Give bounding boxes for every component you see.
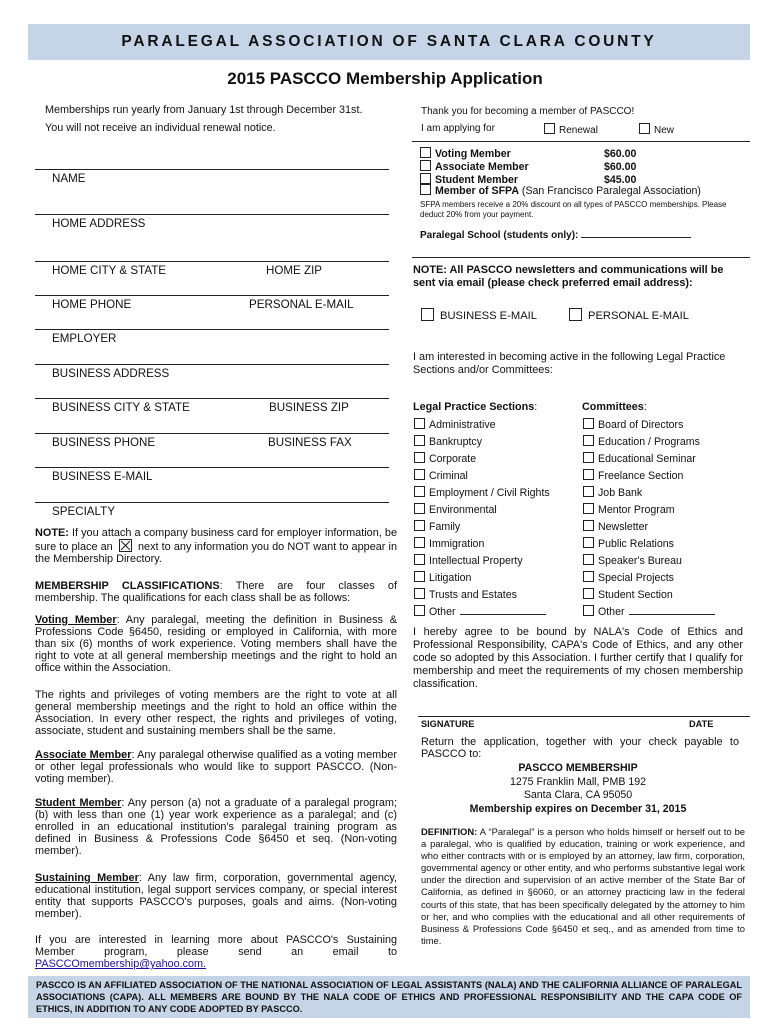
home-phone-label: HOME PHONE bbox=[52, 298, 132, 311]
newsletter-business-email-checkbox[interactable] bbox=[421, 308, 434, 321]
section-checkbox[interactable] bbox=[414, 554, 425, 565]
section-item[interactable] bbox=[414, 503, 550, 520]
committees-heading: Committees: bbox=[582, 401, 647, 413]
rights-paragraph: The rights and privileges of voting members are the right to vote at all general membership meetings and the right to hold an office within the Association. In every other respect, the rights and privileges of voting, associate, student and sustaining members shall be the same. bbox=[35, 689, 397, 737]
committee-item[interactable] bbox=[583, 537, 715, 554]
intro-line-2: You will not receive an individual renewal notice. bbox=[45, 122, 276, 134]
section-label: Criminal bbox=[429, 470, 468, 482]
voting-member-title: Voting Member bbox=[35, 614, 117, 626]
newsletter-divider bbox=[412, 257, 750, 258]
student-member-title: Student Member bbox=[35, 797, 122, 809]
membership-price: $60.00 bbox=[604, 147, 637, 160]
committee-item[interactable] bbox=[583, 452, 715, 469]
committee-item[interactable] bbox=[583, 520, 715, 537]
committee-item[interactable] bbox=[583, 503, 715, 520]
associate-member-paragraph bbox=[35, 749, 397, 785]
business-address-label: BUSINESS ADDRESS bbox=[52, 367, 170, 380]
student-member-checkbox[interactable] bbox=[420, 173, 431, 184]
section-checkbox[interactable] bbox=[414, 469, 425, 480]
committee-checkbox[interactable] bbox=[583, 520, 594, 531]
membership-row[interactable] bbox=[420, 160, 636, 173]
committee-checkbox[interactable] bbox=[583, 588, 594, 599]
section-label: Bankruptcy bbox=[429, 436, 482, 448]
paralegal-definition bbox=[421, 826, 745, 947]
membership-type-table bbox=[420, 147, 636, 186]
name-line[interactable] bbox=[35, 169, 389, 170]
committees-list bbox=[583, 418, 715, 622]
associate-member-checkbox[interactable] bbox=[420, 160, 431, 171]
committee-checkbox[interactable] bbox=[583, 418, 594, 429]
committee-label: Freelance Section bbox=[598, 470, 684, 482]
note-text-after: next to any information you do NOT want to appear in the Membership Directory. bbox=[35, 541, 398, 565]
sustaining-email-link[interactable]: PASCCOmembership@yahoo.com. bbox=[35, 958, 206, 970]
personal-email-label: PERSONAL E-MAIL bbox=[249, 298, 354, 311]
new-label: New bbox=[654, 125, 675, 136]
section-checkbox[interactable] bbox=[414, 588, 425, 599]
section-label: Corporate bbox=[429, 453, 477, 465]
committee-label: Education / Programs bbox=[598, 436, 700, 448]
date-label: DATE bbox=[689, 719, 714, 729]
committee-label: Educational Seminar bbox=[598, 453, 696, 465]
business-email-line[interactable] bbox=[35, 467, 389, 468]
section-label: Intellectual Property bbox=[429, 555, 523, 567]
business-phone-line[interactable] bbox=[35, 433, 389, 434]
section-label: Litigation bbox=[429, 572, 472, 584]
sustaining-contact-line-2: Member program, please send an email to bbox=[35, 946, 397, 958]
section-checkbox[interactable] bbox=[414, 520, 425, 531]
committee-checkbox[interactable] bbox=[583, 571, 594, 582]
classifications-heading: MEMBERSHIP CLASSIFICATIONS bbox=[35, 580, 220, 592]
return-city: Santa Clara, CA 95050 bbox=[523, 789, 633, 801]
committee-item[interactable] bbox=[583, 605, 715, 622]
return-text: Return the application, together with your check payable to PASCCO to: bbox=[421, 736, 739, 760]
sfpa-note: SFPA members receive a 20% discount on all types of PASCCO memberships. Please deduct 20% from your payment. bbox=[420, 200, 727, 219]
signature-line[interactable] bbox=[418, 716, 750, 717]
sections-heading: Legal Practice Sections: bbox=[413, 401, 538, 413]
business-zip-label: BUSINESS ZIP bbox=[269, 401, 349, 414]
note-text-before: If you attach a company business card for employer information, be sure to place an bbox=[35, 527, 398, 553]
business-city-state-label: BUSINESS CITY & STATE bbox=[52, 401, 190, 414]
committee-other-line[interactable] bbox=[629, 606, 715, 615]
employer-label: EMPLOYER bbox=[52, 332, 117, 345]
business-address-line[interactable] bbox=[35, 364, 389, 365]
committee-checkbox[interactable] bbox=[583, 435, 594, 446]
committee-label: Student Section bbox=[598, 589, 673, 601]
section-checkbox[interactable] bbox=[414, 605, 425, 616]
committee-label: Newsletter bbox=[598, 521, 649, 533]
sfpa-label: Member of SFPA bbox=[435, 185, 519, 197]
committee-label: Speaker's Bureau bbox=[598, 555, 682, 567]
section-label: Family bbox=[429, 521, 461, 533]
thank-you-text: Thank you for becoming a member of PASCCO! bbox=[421, 106, 635, 117]
section-item[interactable] bbox=[414, 418, 550, 435]
sustaining-member-text: : Any law firm, corporation, governmental agency, educational institution, legal support services company, or special interest entity that supports PASCCO's purposes, goals and aims. (Non-voting member). bbox=[35, 872, 397, 920]
signature-label: SIGNATURE bbox=[421, 719, 475, 729]
specialty-label: SPECIALTY bbox=[52, 505, 115, 518]
committee-label: Other bbox=[598, 606, 625, 618]
agreement-text: I hereby agree to be bound by NALA's Code of Ethics and Professional Responsibility, CAPA's Code of Ethics, and any other code so adopted by this Association. I further certify that I qualify for membership and meet the requirements of my chosen membership classification. bbox=[413, 626, 743, 690]
student-member-paragraph bbox=[35, 797, 397, 857]
renewal-label: Renewal bbox=[559, 125, 598, 136]
footer-text: PASCCO IS AN AFFILIATED ASSOCIATION OF THE NATIONAL ASSOCIATION OF LEGAL ASSISTANTS (NALA) AND THE CALIFORNIA ALLIANCE OF PARALEGAL ASSOCIATIONS (CAPA). ALL MEMBERS ARE BOUND BY THE NALA CODE OF ETHICS AND PROFESSIONAL RESPONSIBILITY AND THE CAPA CODE OF ETHICS, IN ADDITION TO ANY CODE ADOPTED BY PASCCO. bbox=[36, 980, 742, 1014]
committee-checkbox[interactable] bbox=[583, 503, 594, 514]
new-option[interactable] bbox=[639, 123, 674, 136]
classifications-intro-text: : There are four classes of membership. The qualifications for each class shall be as follows: bbox=[35, 580, 397, 604]
home-phone-line[interactable] bbox=[35, 295, 389, 296]
footer-banner bbox=[28, 976, 750, 1018]
sustaining-member-title: Sustaining Member bbox=[35, 872, 139, 884]
associate-member-text: : Any paralegal otherwise qualified as a voting member or other legal professionals who would like to support PASCCO. (Non-voting member). bbox=[35, 749, 397, 785]
voting-member-checkbox[interactable] bbox=[420, 147, 431, 158]
section-checkbox[interactable] bbox=[414, 418, 425, 429]
section-checkbox[interactable] bbox=[414, 537, 425, 548]
section-item[interactable] bbox=[414, 571, 550, 588]
business-card-note bbox=[35, 527, 397, 565]
name-label: NAME bbox=[52, 172, 86, 185]
checkbox-x-icon bbox=[119, 539, 132, 552]
definition-label: DEFINITION: bbox=[421, 826, 478, 837]
membership-expiration: Membership expires on December 31, 2015 bbox=[469, 802, 687, 815]
section-item[interactable] bbox=[414, 452, 550, 469]
committee-item[interactable] bbox=[583, 469, 715, 486]
membership-price: $45.00 bbox=[604, 173, 637, 186]
committee-item[interactable] bbox=[583, 418, 715, 435]
membership-row[interactable] bbox=[420, 147, 636, 160]
specialty-line[interactable] bbox=[35, 502, 389, 503]
business-phone-label: BUSINESS PHONE bbox=[52, 436, 156, 449]
home-zip-label: HOME ZIP bbox=[266, 264, 323, 277]
section-checkbox[interactable] bbox=[414, 571, 425, 582]
newsletter-business-email-option[interactable] bbox=[421, 308, 537, 322]
membership-label: Associate Member bbox=[435, 161, 529, 173]
sfpa-checkbox[interactable] bbox=[420, 184, 431, 195]
committee-item[interactable] bbox=[583, 571, 715, 588]
interest-text: I am interested in becoming active in the following Legal Practice Sections and/or Committees: bbox=[413, 351, 726, 376]
section-label: Environmental bbox=[429, 504, 497, 516]
business-email-label: BUSINESS E-MAIL bbox=[52, 470, 153, 483]
committee-item[interactable] bbox=[583, 486, 715, 503]
committee-checkbox[interactable] bbox=[583, 452, 594, 463]
section-other-line[interactable] bbox=[460, 606, 546, 615]
application-divider bbox=[412, 141, 750, 142]
newsletter-personal-email-option[interactable] bbox=[569, 308, 689, 322]
sections-list bbox=[414, 418, 550, 622]
home-city-line[interactable] bbox=[35, 261, 389, 262]
section-item[interactable] bbox=[414, 588, 550, 605]
employer-line[interactable] bbox=[35, 329, 389, 330]
section-checkbox[interactable] bbox=[414, 435, 425, 446]
sfpa-option[interactable] bbox=[420, 184, 701, 197]
voting-member-paragraph bbox=[35, 614, 397, 674]
committee-checkbox[interactable] bbox=[583, 486, 594, 497]
applying-for-label: I am applying for bbox=[421, 123, 495, 134]
section-label: Immigration bbox=[429, 538, 485, 550]
classifications-intro bbox=[35, 580, 397, 604]
committees-heading-text: Committees bbox=[582, 401, 644, 413]
membership-label: Student Member bbox=[435, 174, 518, 186]
new-checkbox[interactable] bbox=[639, 123, 650, 134]
business-city-line[interactable] bbox=[35, 398, 389, 399]
sfpa-paren: (San Francisco Paralegal Association) bbox=[518, 185, 701, 197]
committee-label: Job Bank bbox=[598, 487, 643, 499]
section-checkbox[interactable] bbox=[414, 452, 425, 463]
home-address-line[interactable] bbox=[35, 214, 389, 215]
definition-text: A “Paralegal” is a person who holds himself or herself out to be a paralegal, who is qualified by education, training or work experience, and who either contracts with or is employed by an attorney, law firm, corporation, governmental agency or other entity, and who performs substantive legal work under the direction and supervision of an active member of the State Bar of California, as defined in §6060, or an attorney practicing law in the federal courts of this state, that has been specifically delegated by the attorney to him or her, and who complies with the educational and all other requirements of Business & Professions Code §6450 et seq., and as amended from time to time. bbox=[421, 826, 745, 946]
section-label: Other bbox=[429, 606, 456, 618]
note-label: NOTE: bbox=[35, 527, 69, 539]
membership-label: Voting Member bbox=[435, 148, 511, 160]
committee-checkbox[interactable] bbox=[583, 537, 594, 548]
newsletter-personal-email-checkbox[interactable] bbox=[569, 308, 582, 321]
org-banner bbox=[28, 24, 750, 60]
associate-member-title: Associate Member bbox=[35, 749, 132, 761]
renewal-checkbox[interactable] bbox=[544, 123, 555, 134]
committee-item[interactable] bbox=[583, 554, 715, 571]
return-street: 1275 Franklin Mall, PMB 192 bbox=[509, 775, 647, 788]
sections-heading-text: Legal Practice Sections bbox=[413, 401, 535, 413]
student-member-text: : Any person (a) not a graduate of a paralegal program; (b) with less than one (1) year work experience as a paralegal; and (c) enrolled in an educational institution's paralegal training program as defined in Business & Professions Code §6450 et seq. (Non-voting member). bbox=[35, 797, 397, 857]
committee-checkbox[interactable] bbox=[583, 469, 594, 480]
renewal-option[interactable] bbox=[544, 123, 598, 136]
committee-label: Public Relations bbox=[598, 538, 674, 550]
section-item[interactable] bbox=[414, 554, 550, 571]
section-label: Trusts and Estates bbox=[429, 589, 517, 601]
committee-label: Mentor Program bbox=[598, 504, 675, 516]
section-checkbox[interactable] bbox=[414, 503, 425, 514]
section-item[interactable] bbox=[414, 486, 550, 503]
committee-checkbox[interactable] bbox=[583, 554, 594, 565]
newsletter-note: NOTE: All PASCCO newsletters and communications will be sent via email (please check preferred email address): bbox=[413, 264, 724, 289]
section-label: Employment / Civil Rights bbox=[429, 487, 550, 499]
sustaining-member-paragraph bbox=[35, 872, 397, 920]
paralegal-school-label: Paralegal School (students only): bbox=[420, 230, 579, 241]
business-fax-label: BUSINESS FAX bbox=[268, 436, 352, 449]
committee-checkbox[interactable] bbox=[583, 605, 594, 616]
return-address bbox=[413, 762, 743, 816]
newsletter-personal-email-label: PERSONAL E-MAIL bbox=[588, 310, 689, 322]
section-item[interactable] bbox=[414, 537, 550, 554]
section-checkbox[interactable] bbox=[414, 486, 425, 497]
section-item[interactable] bbox=[414, 520, 550, 537]
return-addressee: PASCCO MEMBERSHIP bbox=[518, 762, 638, 774]
org-name: PARALEGAL ASSOCIATION OF SANTA CLARA COUNTY bbox=[121, 33, 657, 50]
form-title: 2015 PASCCO Membership Application bbox=[227, 69, 543, 88]
home-address-label: HOME ADDRESS bbox=[52, 217, 146, 230]
section-item[interactable] bbox=[414, 605, 550, 622]
voting-member-text: : Any paralegal, meeting the definition in Business & Professions Code §6450, residing or employed in California, with more than six (6) months of work experience. Voting members shall have the right to vote at all general membership meetings and the right to hold an office within the Association. bbox=[35, 614, 397, 674]
committee-item[interactable] bbox=[583, 588, 715, 605]
newsletter-business-email-label: BUSINESS E-MAIL bbox=[440, 310, 537, 322]
committee-item[interactable] bbox=[583, 435, 715, 452]
section-item[interactable] bbox=[414, 469, 550, 486]
sustaining-contact-line-1: If you are interested in learning more about PASCCO's Sustaining bbox=[35, 934, 397, 946]
paralegal-school-field[interactable] bbox=[420, 229, 691, 241]
committee-label: Special Projects bbox=[598, 572, 674, 584]
section-label: Administrative bbox=[429, 419, 496, 431]
home-city-state-label: HOME CITY & STATE bbox=[52, 264, 167, 277]
committee-label: Board of Directors bbox=[598, 419, 684, 431]
intro-line-1: Memberships run yearly from January 1st through December 31st. bbox=[45, 104, 363, 116]
section-item[interactable] bbox=[414, 435, 550, 452]
paralegal-school-line[interactable] bbox=[581, 229, 691, 238]
membership-price: $60.00 bbox=[604, 160, 637, 173]
